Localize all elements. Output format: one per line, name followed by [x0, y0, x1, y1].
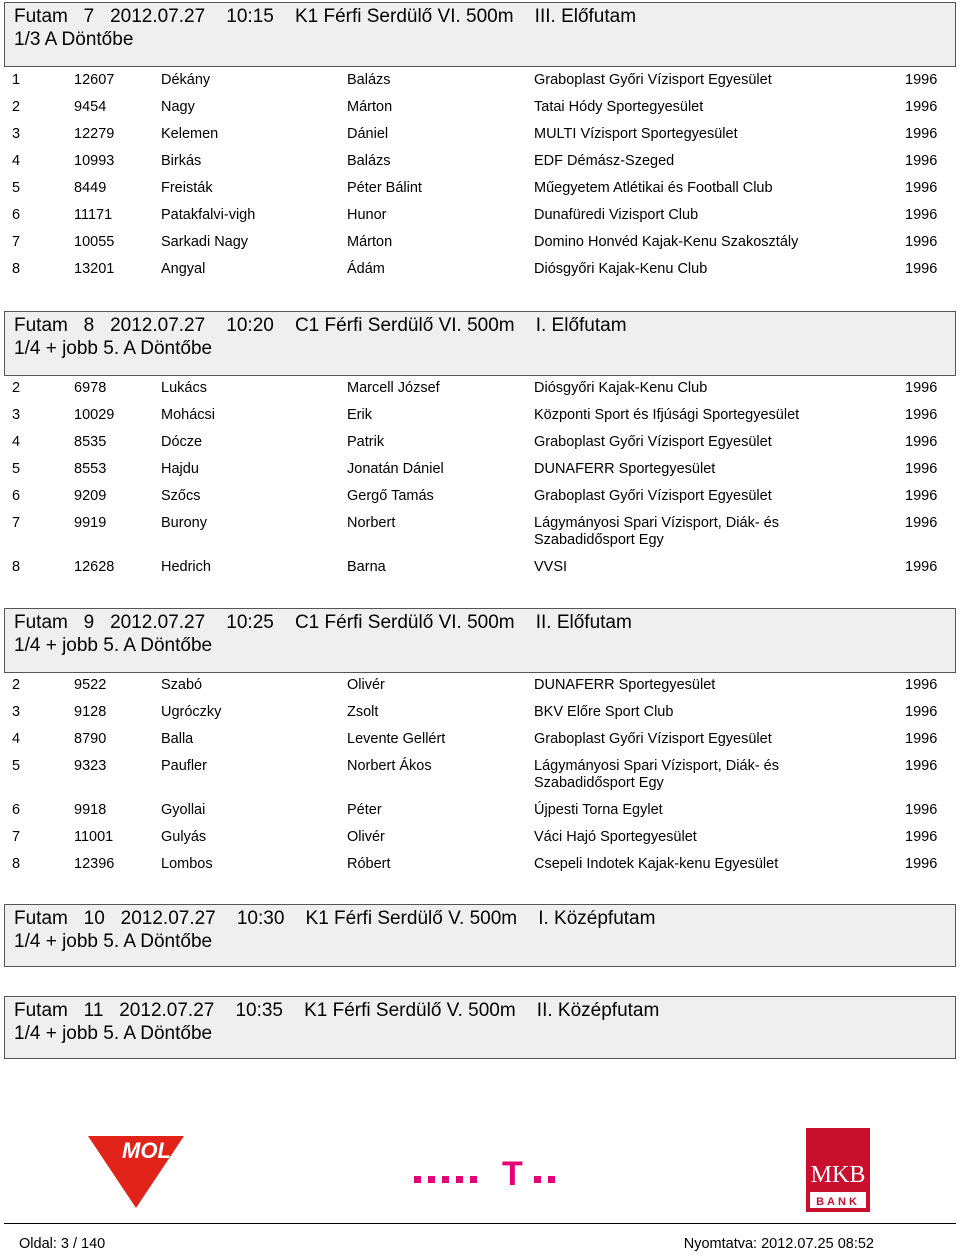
last-name-cell: Gyollai	[161, 802, 206, 818]
last-name-cell: Lukács	[161, 380, 207, 396]
first-name-cell: Zsolt	[347, 704, 379, 720]
last-name-cell: Ugróczky	[161, 704, 222, 720]
license-number-cell: 8553	[74, 461, 107, 477]
place-cell: 8	[12, 261, 21, 277]
birth-year-cell: 1996	[905, 677, 938, 693]
heat-title: Futam 7 2012.07.27 10:15 K1 Férfi Serdülő VI. 500m III. Előfutam	[14, 6, 637, 27]
birth-year-cell: 1996	[905, 234, 938, 250]
license-number-cell: 9323	[74, 758, 107, 774]
license-number-cell: 9918	[74, 802, 107, 818]
place-cell: 6	[12, 488, 21, 504]
place-cell: 7	[12, 515, 21, 531]
first-name-cell: Hunor	[347, 207, 387, 223]
print-timestamp: Nyomtatva: 2012.07.25 08:52	[683, 1236, 874, 1252]
first-name-cell: Olivér	[347, 829, 385, 845]
club-cell: Graboplast Győri Vízisport Egyesület	[534, 72, 772, 88]
place-cell: 4	[12, 434, 21, 450]
club-cell: Diósgyőri Kajak-Kenu Club	[534, 380, 708, 396]
license-number-cell: 11001	[74, 829, 114, 845]
telekom-t: T	[502, 1155, 523, 1192]
last-name-cell: Birkás	[161, 153, 202, 169]
page-number: Oldal: 3 / 140	[19, 1236, 106, 1252]
club-cell: BKV Előre Sport Club	[534, 704, 674, 720]
place-cell: 8	[12, 856, 21, 872]
birth-year-cell: 1996	[905, 407, 938, 423]
club-cell: Domino Honvéd Kajak-Kenu Szakosztály	[534, 234, 799, 250]
birth-year-cell: 1996	[905, 856, 938, 872]
license-number-cell: 13201	[74, 261, 115, 277]
last-name-cell: Hajdu	[161, 461, 199, 477]
club-cell: Műegyetem Atlétikai és Football Club	[534, 180, 773, 196]
place-cell: 2	[12, 380, 21, 396]
license-number-cell: 9919	[74, 515, 107, 531]
place-cell: 5	[12, 461, 21, 477]
birth-year-cell: 1996	[905, 180, 938, 196]
license-number-cell: 9454	[74, 99, 107, 115]
heat-qualification: 1/4 + jobb 5. A Döntőbe	[14, 635, 213, 656]
birth-year-cell: 1996	[905, 153, 938, 169]
heat-title: Futam 10 2012.07.27 10:30 K1 Férfi Serdülő V. 500m I. Középfutam	[14, 908, 656, 929]
birth-year-cell: 1996	[905, 802, 938, 818]
club-cell: Lágymányosi Spari Vízisport, Diák- és Szabadidősport Egy	[534, 515, 779, 548]
mkb-bank-text: BANK	[816, 1196, 860, 1208]
last-name-cell: Lombos	[161, 856, 213, 872]
club-cell: Tatai Hódy Sportegyesület	[534, 99, 704, 115]
heat-header	[4, 608, 956, 673]
place-cell: 2	[12, 677, 21, 693]
club-cell: Központi Sport és Ifjúsági Sportegyesület	[534, 407, 800, 423]
club-cell: Graboplast Győri Vízisport Egyesület	[534, 434, 772, 450]
license-number-cell: 12279	[74, 126, 115, 142]
last-name-cell: Patakfalvi-vigh	[161, 207, 256, 223]
club-cell: DUNAFERR Sportegyesület	[534, 461, 716, 477]
license-number-cell: 10055	[74, 234, 115, 250]
club-cell: Diósgyőri Kajak-Kenu Club	[534, 261, 708, 277]
first-name-cell: Márton	[347, 234, 393, 250]
last-name-cell: Sarkadi Nagy	[161, 234, 249, 250]
license-number-cell: 12396	[74, 856, 115, 872]
heat-header	[4, 904, 956, 967]
first-name-cell: Barna	[347, 559, 386, 575]
license-number-cell: 9522	[74, 677, 107, 693]
heat-header	[4, 311, 956, 376]
license-number-cell: 8449	[74, 180, 107, 196]
first-name-cell: Marcell József	[347, 380, 440, 396]
place-cell: 7	[12, 829, 21, 845]
mkb-logo	[806, 1128, 870, 1212]
club-cell: Váci Hajó Sportegyesület	[534, 829, 697, 845]
club-cell: MULTI Vízisport Sportegyesület	[534, 126, 738, 142]
last-name-cell: Szabó	[161, 677, 203, 693]
club-cell: DUNAFERR Sportegyesület	[534, 677, 716, 693]
place-cell: 8	[12, 559, 21, 575]
license-number-cell: 6978	[74, 380, 107, 396]
place-cell: 5	[12, 180, 21, 196]
club-cell: EDF Démász-Szeged	[534, 153, 675, 169]
birth-year-cell: 1996	[905, 126, 938, 142]
license-number-cell: 12628	[74, 559, 115, 575]
club-cell: Graboplast Győri Vízisport Egyesület	[534, 488, 772, 504]
first-name-cell: Olivér	[347, 677, 385, 693]
last-name-cell: Szőcs	[161, 488, 201, 504]
last-name-cell: Nagy	[161, 99, 195, 115]
place-cell: 1	[12, 72, 21, 88]
club-cell: Dunafüredi Vizisport Club	[534, 207, 699, 223]
place-cell: 4	[12, 731, 21, 747]
place-cell: 3	[12, 704, 21, 720]
place-cell: 3	[12, 126, 21, 142]
first-name-cell: Balázs	[347, 153, 391, 169]
mkb-logo-text: MKB	[810, 1162, 866, 1188]
license-number-cell: 9128	[74, 704, 107, 720]
last-name-cell: Freisták	[161, 180, 213, 196]
first-name-cell: Péter Bálint	[347, 180, 422, 196]
mol-logo	[88, 1132, 184, 1210]
birth-year-cell: 1996	[905, 72, 938, 88]
birth-year-cell: 1996	[905, 829, 938, 845]
first-name-cell: Péter	[347, 802, 382, 818]
place-cell: 3	[12, 407, 21, 423]
heat-title: Futam 11 2012.07.27 10:35 K1 Férfi Serdülő V. 500m II. Középfutam	[14, 1000, 660, 1021]
last-name-cell: Kelemen	[161, 126, 219, 142]
club-cell: VVSI	[534, 559, 568, 575]
place-cell: 6	[12, 802, 21, 818]
birth-year-cell: 1996	[905, 559, 938, 575]
license-number-cell: 8790	[74, 731, 107, 747]
last-name-cell: Gulyás	[161, 829, 207, 845]
license-number-cell: 12607	[74, 72, 115, 88]
place-cell: 5	[12, 758, 21, 774]
license-number-cell: 9209	[74, 488, 107, 504]
license-number-cell: 11171	[74, 207, 113, 223]
license-number-cell: 10993	[74, 153, 115, 169]
heat-header	[4, 996, 956, 1059]
birth-year-cell: 1996	[905, 731, 938, 747]
first-name-cell: Jonatán Dániel	[347, 461, 444, 477]
birth-year-cell: 1996	[905, 758, 938, 774]
place-cell: 6	[12, 207, 21, 223]
club-cell: Csepeli Indotek Kajak-kenu Egyesület	[534, 856, 779, 872]
first-name-cell: Ádám	[347, 261, 385, 277]
first-name-cell: Levente Gellért	[347, 731, 446, 747]
last-name-cell: Hedrich	[161, 559, 211, 575]
place-cell: 7	[12, 234, 21, 250]
club-cell: Lágymányosi Spari Vízisport, Diák- és Szabadidősport Egy	[534, 758, 779, 791]
birth-year-cell: 1996	[905, 99, 938, 115]
place-cell: 4	[12, 153, 21, 169]
first-name-cell: Róbert	[347, 856, 391, 872]
telekom-logo	[410, 1152, 560, 1192]
last-name-cell: Balla	[161, 731, 194, 747]
first-name-cell: Dániel	[347, 126, 389, 142]
first-name-cell: Erik	[347, 407, 372, 423]
birth-year-cell: 1996	[905, 434, 938, 450]
first-name-cell: Norbert Ákos	[347, 758, 432, 774]
club-cell: Újpesti Torna Egylet	[534, 802, 663, 818]
heat-header	[4, 2, 956, 67]
first-name-cell: Gergő Tamás	[347, 488, 434, 504]
heat-qualification: 1/3 A Döntőbe	[14, 29, 134, 50]
club-cell: Graboplast Győri Vízisport Egyesület	[534, 731, 772, 747]
license-number-cell: 10029	[74, 407, 115, 423]
first-name-cell: Balázs	[347, 72, 391, 88]
birth-year-cell: 1996	[905, 261, 938, 277]
first-name-cell: Patrik	[347, 434, 385, 450]
birth-year-cell: 1996	[905, 207, 938, 223]
heat-title: Futam 8 2012.07.27 10:20 C1 Férfi Serdülő VI. 500m I. Előfutam	[14, 315, 627, 336]
heat-qualification: 1/4 + jobb 5. A Döntőbe	[14, 1023, 213, 1044]
birth-year-cell: 1996	[905, 488, 938, 504]
birth-year-cell: 1996	[905, 704, 938, 720]
birth-year-cell: 1996	[905, 461, 938, 477]
place-cell: 2	[12, 99, 21, 115]
last-name-cell: Angyal	[161, 261, 206, 277]
mol-logo-text: MOL	[122, 1138, 171, 1163]
license-number-cell: 8535	[74, 434, 107, 450]
birth-year-cell: 1996	[905, 380, 938, 396]
heat-qualification: 1/4 + jobb 5. A Döntőbe	[14, 931, 213, 952]
last-name-cell: Mohácsi	[161, 407, 215, 423]
footer-divider	[4, 1223, 956, 1224]
heat-qualification: 1/4 + jobb 5. A Döntőbe	[14, 338, 213, 359]
last-name-cell: Dékány	[161, 72, 211, 88]
last-name-cell: Dócze	[161, 434, 203, 450]
last-name-cell: Paufler	[161, 758, 207, 774]
first-name-cell: Márton	[347, 99, 393, 115]
heat-title: Futam 9 2012.07.27 10:25 C1 Férfi Serdülő VI. 500m II. Előfutam	[14, 612, 632, 633]
last-name-cell: Burony	[161, 515, 207, 531]
birth-year-cell: 1996	[905, 515, 938, 531]
first-name-cell: Norbert	[347, 515, 396, 531]
